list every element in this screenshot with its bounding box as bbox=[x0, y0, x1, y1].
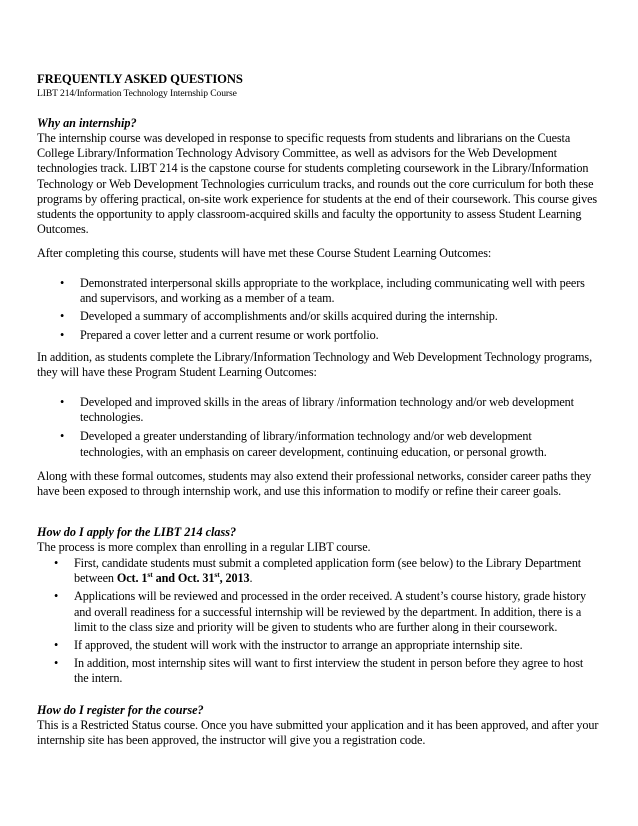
course-outcomes-list bbox=[60, 276, 590, 343]
bullet-icon: • bbox=[60, 429, 65, 444]
list-item: • Applications will be reviewed and processed in the order received. A student’s course history, grade history and overall readiness for a successful internship will be reviewed by the department. In addition, there is a limit to the class size and priority will be given to students who are further along in their coursework. bbox=[54, 589, 586, 634]
paragraph-internship-purpose: The internship course was developed in response to specific requests from students and librarians on the Cuesta College Library/Information Technology Advisory Committee, as well as advisors for the Web Development technologies track. LIBT 214 is the capstone course for students completing coursework in the Library/Information Technology or Web Development Technologies curriculum tracks, and rounds out the core curriculum for both these programs by offering practical, on-site work experience for students at the end of their coursework. This course gives students the opportunity to apply classroom-acquired skills and faculty the opportunity to assess Student Learning Outcomes. bbox=[37, 131, 598, 237]
bullet-icon: • bbox=[54, 556, 59, 570]
list-item: • Prepared a cover letter and a current resume or work portfolio. bbox=[60, 327, 379, 342]
application-dates: Oct. 1st and Oct. 31st, 2013 bbox=[116, 570, 250, 586]
list-item: • In addition, most internship sites will want to first interview the student in person before they agree to host the intern. bbox=[54, 656, 584, 686]
program-outcomes-list bbox=[60, 395, 590, 460]
paragraph-course-outcomes-intro: After completing this course, students will have met these Course Student Learning Outcomes: bbox=[37, 246, 492, 260]
heading-how-to-register: How do I register for the course? bbox=[37, 703, 204, 717]
bullet-icon: • bbox=[54, 589, 59, 604]
bullet-icon: • bbox=[60, 327, 65, 342]
list-item: • Demonstrated interpersonal skills appropriate to the workplace, including communicating well with peers and supervisors, and working as a member of a team. bbox=[60, 276, 585, 306]
heading-why-internship: Why an internship? bbox=[37, 116, 137, 130]
paragraph-registration: This is a Restricted Status course. Once you have submitted your application and it has been approved, and after your internship site has been approved, the instructor will give you a registration code. bbox=[37, 718, 599, 748]
bullet-icon: • bbox=[60, 395, 65, 409]
list-item: • First, candidate students must submit a completed application form (see below) to the Library Department between Oct. 1st and Oct. 31st, 2013. bbox=[54, 556, 582, 586]
apply-steps-list bbox=[54, 556, 596, 687]
list-item: • Developed a greater understanding of library/information technology and/or web development technologies, with an emphasis on career development, continuing education, or personal growth. bbox=[60, 429, 547, 459]
list-item: • Developed and improved skills in the areas of library /information technology and/or web development technologies. bbox=[60, 395, 574, 425]
paragraph-program-outcomes-intro: In addition, as students complete the Library/Information Technology and Web Development Technology programs, they will have these Program Student Learning Outcomes: bbox=[37, 350, 593, 380]
list-item: • Developed a summary of accomplishments and/or skills acquired during the internship. bbox=[60, 309, 498, 324]
page-title: FREQUENTLY ASKED QUESTIONS bbox=[37, 72, 243, 86]
paragraph-apply-intro: The process is more complex than enrolling in a regular LIBT course. bbox=[37, 540, 371, 554]
list-item: • If approved, the student will work with the instructor to arrange an appropriate internship site. bbox=[54, 638, 523, 653]
bullet-icon: • bbox=[60, 276, 65, 290]
page-subtitle: LIBT 214/Information Technology Internship Course bbox=[37, 88, 237, 99]
bullet-icon: • bbox=[60, 309, 65, 324]
bullet-icon: • bbox=[54, 638, 59, 653]
paragraph-additional-benefits: Along with these formal outcomes, students may also extend their professional networks, consider career paths they have been exposed to through internship work, and use this information to modify or refine their career goals. bbox=[37, 469, 592, 499]
bullet-icon: • bbox=[54, 656, 59, 671]
heading-how-to-apply: How do I apply for the LIBT 214 class? bbox=[37, 525, 237, 539]
